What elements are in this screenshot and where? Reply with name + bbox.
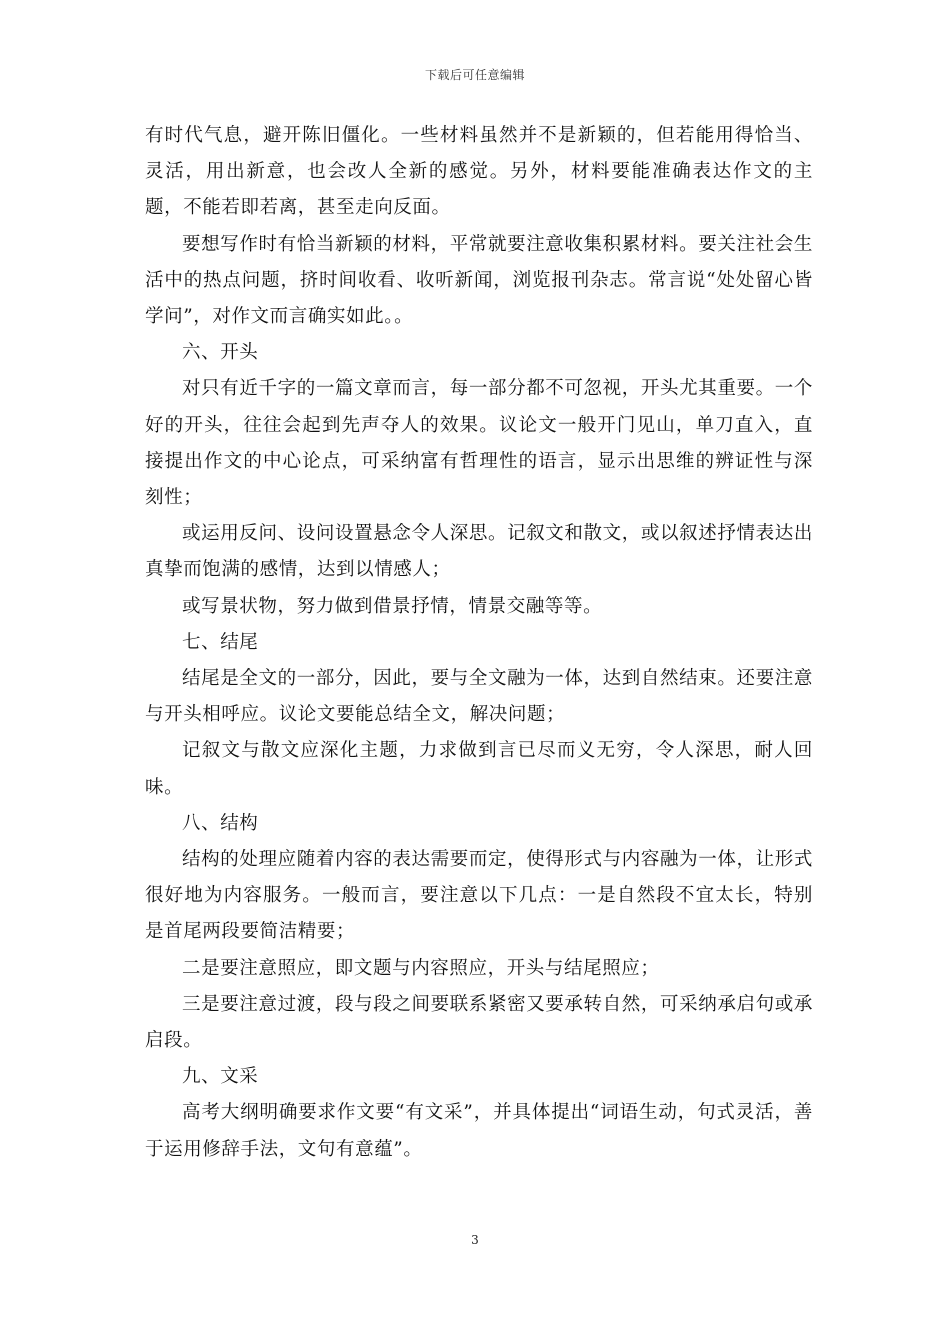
paragraph: 结尾是全文的一部分，因此，要与全文融为一体，达到自然结束。还要注意与开头相呼应。议论文要能总结全文，解决问题； <box>145 668 813 726</box>
paragraph: 二是要注意照应，即文题与内容照应，开头与结尾照应； <box>182 957 660 979</box>
section-heading-style: 九、文采 <box>182 1066 259 1088</box>
paragraph: 要想写作时有恰当新颖的材料，平常就要注意收集积累材料。要关注社会生活中的热点问题，挤时间收看、收听新闻，浏览报刊杂志。常言说“处处留心皆学问”，对作文而言确实如此。。 <box>145 233 813 328</box>
section-heading-ending: 七、结尾 <box>182 631 259 653</box>
page-number: 3 <box>471 1233 479 1247</box>
section-heading-structure: 八、结构 <box>182 812 259 834</box>
paragraph-continuation: 有时代气息，避开陈旧僵化。一些材料虽然并不是新颖的，但若能用得恰当、灵活，用出新意，也会改人全新的感觉。另外，材料要能准确表达作文的主题，不能若即若离，甚至走向反面。 <box>145 125 813 219</box>
paragraph: 或写景状物，努力做到借景抒情，情景交融等等。 <box>182 595 603 617</box>
section-heading-opening: 六、开头 <box>182 342 259 364</box>
paragraph: 高考大纲明确要求作文要“有文采”，并具体提出“词语生动，句式灵活，善于运用修辞手法，文句有意蕴”。 <box>145 1102 813 1160</box>
page-header: 下载后可任意编辑 <box>424 68 525 82</box>
document-body <box>145 118 813 1168</box>
paragraph: 记叙文与散文应深化主题，力求做到言已尽而义无穷，令人深思，耐人回味。 <box>145 740 813 798</box>
paragraph: 三是要注意过渡，段与段之间要联系紧密又要承转自然，可采纳承启句或承启段。 <box>145 993 813 1052</box>
paragraph: 结构的处理应随着内容的表达需要而定，使得形式与内容融为一体，让形式很好地为内容服务。一般而言，要注意以下几点：一是自然段不宜太长，特别是首尾两段要简洁精要； <box>145 849 813 943</box>
paragraph: 对只有近千字的一篇文章而言，每一部分都不可忽视，开头尤其重要。一个好的开头，往往会起到先声夺人的效果。议论文一般开门见山，单刀直入，直接提出作文的中心论点，可采纳富有哲理性的语言，显示出思维的辨证性与深刻性； <box>145 378 813 509</box>
paragraph: 或运用反问、设问设置悬念令人深思。记叙文和散文，或以叙述抒情表达出真挚而饱满的感情，达到以情感人； <box>145 523 813 581</box>
